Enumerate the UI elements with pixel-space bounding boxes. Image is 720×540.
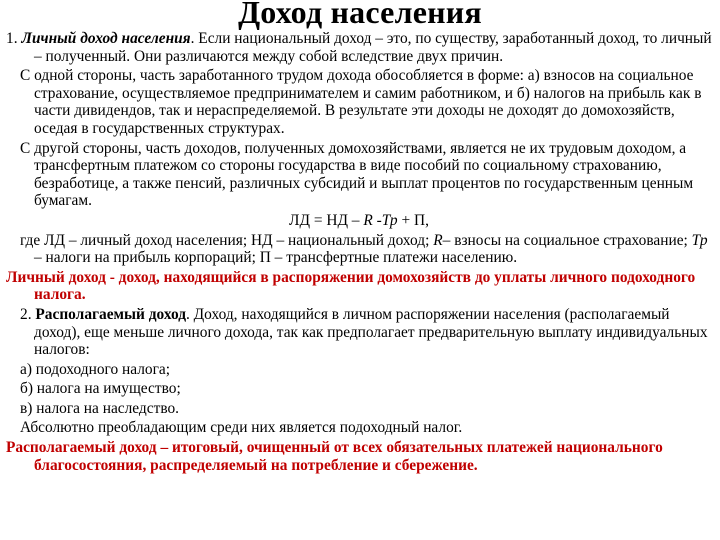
formula-part: ЛД = НД – [289, 211, 364, 229]
list-item: а) подоходного налога; [20, 360, 171, 378]
paragraph-one-side: С одной стороны, часть заработанного трудом дохода обособляется в форме: а) взносов на социальное страхование, осуществляемое предпринимателем и самим работником, и б) налогов на прибыль как в части дивидендов, так и нераспределяемой. В результате эти доходы не доходят до домохозяйств, оседая в государственных структурах. [20, 67, 702, 137]
item-number: 1. [6, 30, 22, 47]
legend-part: где ЛД – личный доход населения; НД – национальный доход; [20, 231, 434, 249]
paragraph-income-tax: Абсолютно преобладающим среди них является подоходный налог. [20, 419, 463, 437]
definition-personal-income: Личный доход - доход, находящийся в распоряжении домохозяйств до уплаты личного подоходного налога. [6, 268, 696, 304]
list-item: в) налога на наследство. [20, 399, 180, 417]
formula-var-r: R [363, 211, 373, 229]
paragraph-other-side: С другой стороны, часть доходов, полученных домохозяйствами, является не их трудовым доходом, а трансфертным платежом со стороны государства в виде пособий по социальному страхованию, безработице, а также пенсий, различных субсидий и выплат процентов по государственным ценным бумагам. [20, 139, 694, 210]
paragraph-disposable-income [6, 306, 712, 359]
legend-part: – налоги на прибыль корпораций; П – трансфертные платежи населению. [34, 249, 518, 267]
definition-disposable-income: Располагаемый доход – итоговый, очищенный от всех обязательных платежей национального благосостояния, распределяемый на потребление и сбережение. [6, 439, 663, 474]
legend-var-r: R [433, 231, 443, 249]
formula-part: + П, [397, 211, 429, 229]
item-number: 2. [20, 305, 36, 323]
paragraph-personal-income [6, 30, 712, 65]
legend-var-tp: Тр [691, 231, 708, 249]
term-personal-income: Личный доход населения [21, 30, 191, 47]
formula-part: - [372, 211, 382, 229]
legend-part: – взносы на социальное страхование; [442, 231, 692, 249]
slide-body [6, 30, 712, 476]
paragraph-text: . Доход, находящийся в личном распоряжении населения (располагаемый доход), еще меньше личного дохода, так как предполагает предварительную выплату индивидуальных налогов: [34, 305, 708, 359]
formula-var-tp: Тр [381, 211, 398, 229]
paragraph-text: . Если национальный доход – это, по существу, заработанный доход, то личный – полученный. Они различаются между собой вследствие двух причин. [34, 30, 712, 65]
slide-title: Доход населения [238, 0, 482, 30]
formula-legend [6, 232, 712, 267]
term-disposable-income: Располагаемый доход [35, 305, 186, 323]
list-item: б) налога на имущество; [20, 380, 181, 398]
formula [6, 212, 712, 230]
